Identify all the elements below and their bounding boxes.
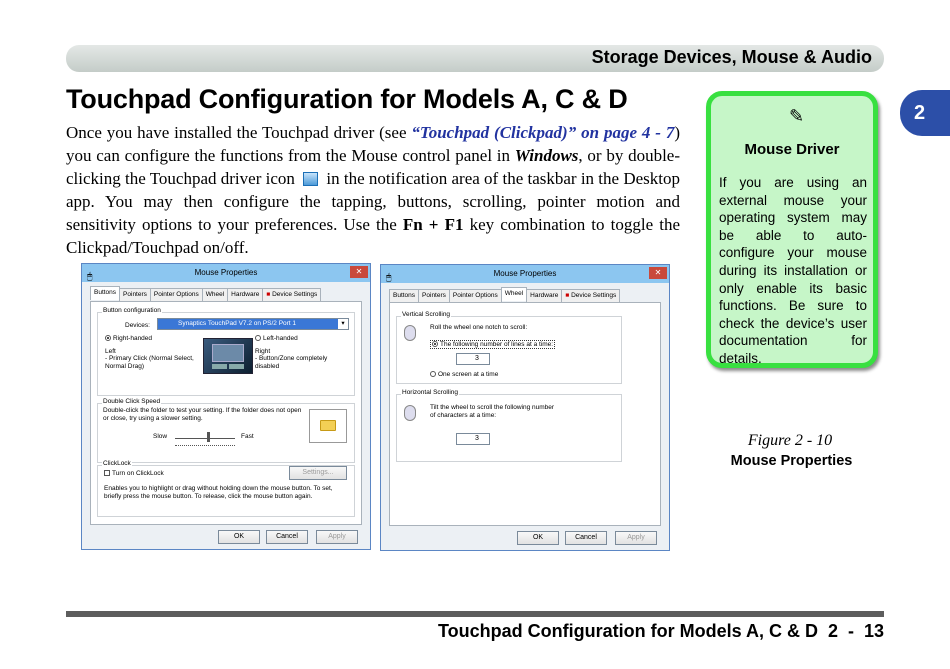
one-screen-radio[interactable]: One screen at a time <box>430 371 498 378</box>
tab-pointer-options[interactable]: Pointer Options <box>150 288 203 301</box>
slider-ticks <box>175 445 235 447</box>
devices-label: Devices: <box>125 322 150 329</box>
ok-button[interactable]: OK <box>517 531 559 545</box>
title-bar: 🖱 Mouse Properties ✕ <box>82 264 370 282</box>
mouse-properties-dialog-buttons <box>81 263 371 550</box>
running-header: Storage Devices, Mouse & Audio <box>591 47 872 67</box>
group-label: ClickLock <box>103 460 131 467</box>
right-desc: - Button/Zone completely disabled <box>255 355 328 370</box>
chapter-tab: 2 <box>900 90 950 136</box>
ok-button[interactable]: OK <box>218 530 260 544</box>
tab-buttons[interactable]: Buttons <box>90 286 120 300</box>
note-title: Mouse Driver <box>744 141 840 158</box>
left-title: Left <box>105 348 116 355</box>
tab-device-settings[interactable]: ■ Device Settings <box>262 288 321 301</box>
fast-label: Fast <box>241 433 254 440</box>
mouse-icon: 🖱 <box>87 271 93 281</box>
tab-hardware[interactable]: Hardware <box>227 288 263 301</box>
tab-panel <box>90 301 362 525</box>
tab-strip <box>90 288 320 301</box>
group-label: Horizontal Scrolling <box>402 389 458 396</box>
speed-slider[interactable] <box>175 438 235 439</box>
right-title: Right <box>255 348 271 355</box>
left-handed-radio[interactable]: Left-handed <box>255 335 298 342</box>
right-handed-radio[interactable]: Right-handed <box>105 335 152 342</box>
tab-strip <box>389 289 619 302</box>
cross-reference-link[interactable]: “Touchpad (Clickpad)” on page 4 - 7 <box>411 123 675 142</box>
tilt-label: Tilt the wheel to scroll the following number of characters at a time: <box>430 404 555 419</box>
lines-radio[interactable]: The following number of lines at a time: <box>430 340 555 349</box>
mouse-wheel-icon <box>404 325 416 341</box>
group-label: Double Click Speed <box>103 398 161 405</box>
lines-spinner[interactable]: 3 <box>456 353 490 365</box>
touchpad-image <box>203 338 253 374</box>
clicklock-checkbox[interactable]: Turn on ClickLock <box>104 470 164 477</box>
page-heading: Touchpad Configuration for Models A, C & D <box>66 84 628 114</box>
folder-icon[interactable] <box>320 420 336 431</box>
tab-pointer-options[interactable]: Pointer Options <box>449 289 502 302</box>
footer-bar <box>66 611 884 617</box>
mouse-wheel-icon <box>404 405 416 421</box>
devices-select[interactable]: Synaptics TouchPad V7.2 on PS/2 Port 1 ▾ <box>157 318 349 330</box>
settings-button[interactable]: Settings... <box>289 466 347 480</box>
chars-spinner[interactable]: 3 <box>456 433 490 445</box>
group-label: Vertical Scrolling <box>402 311 451 318</box>
tab-pointers[interactable]: Pointers <box>418 289 450 302</box>
roll-label: Roll the wheel one notch to scroll: <box>430 324 528 331</box>
figure-caption: Figure 2 - 10 <box>747 432 833 449</box>
tab-buttons[interactable]: Buttons <box>389 289 419 302</box>
note-text: If you are using an external mouse your operating system may be able to auto-configure your mouse during its installation or only enable its basic functions. Be sure to check the device’s user documentation for details. <box>719 175 867 366</box>
figure-title: Mouse Properties <box>730 453 853 469</box>
slow-label: Slow <box>153 433 168 440</box>
cancel-button[interactable]: Cancel <box>565 531 607 545</box>
pencil-icon: ✎ <box>789 106 805 126</box>
touchpad-driver-icon <box>303 172 318 186</box>
tab-wheel[interactable]: Wheel <box>501 287 527 301</box>
close-icon[interactable]: ✕ <box>649 267 667 279</box>
note-box <box>706 91 878 368</box>
apply-button[interactable]: Apply <box>316 530 358 544</box>
mouse-icon: 🖱 <box>386 272 392 282</box>
cancel-button[interactable]: Cancel <box>266 530 308 544</box>
test-folder-area[interactable] <box>309 409 347 443</box>
slider-thumb[interactable] <box>207 432 210 442</box>
title-bar: 🖱 Mouse Properties ✕ <box>381 265 669 283</box>
body-paragraph: Once you have installed the Touchpad driver (see “Touchpad (Clickpad)” on page 4 - 7) you can configure the functions from the Mouse control panel in Windows, or by double-clicking the Touchpad driver icon in the notification area of the taskbar in the Desktop app. You may then configure the tapping, buttons, scrolling, pointer motion and sensitivity options to your preferences. Use the Fn + F1 key combination to toggle the Clickpad/Touchpad on/off. <box>66 123 681 257</box>
left-desc: - Primary Click (Normal Select, Normal Drag) <box>105 355 194 370</box>
chevron-down-icon: ▾ <box>338 319 348 329</box>
close-icon[interactable]: ✕ <box>350 266 368 278</box>
tab-pointers[interactable]: Pointers <box>119 288 151 301</box>
apply-button[interactable]: Apply <box>615 531 657 545</box>
mouse-properties-dialog-wheel <box>380 264 670 551</box>
group-label: Button configuration <box>103 307 161 314</box>
running-footer: Touchpad Configuration for Models A, C & D 2 - 13 <box>437 621 884 641</box>
clicklock-desc: Enables you to highlight or drag without holding down the mouse button. To set, briefly press the mouse button. To release, click the mouse button again. <box>104 485 333 500</box>
tab-wheel[interactable]: Wheel <box>202 288 228 301</box>
tab-hardware[interactable]: Hardware <box>526 289 562 302</box>
synaptics-icon: ■ <box>266 291 271 298</box>
synaptics-icon: ■ <box>565 292 570 299</box>
double-click-desc: Double-click the folder to test your setting. If the folder does not open or close, try using a slower setting. <box>103 407 302 422</box>
tab-panel <box>389 302 661 526</box>
tab-device-settings[interactable]: ■ Device Settings <box>561 289 620 302</box>
